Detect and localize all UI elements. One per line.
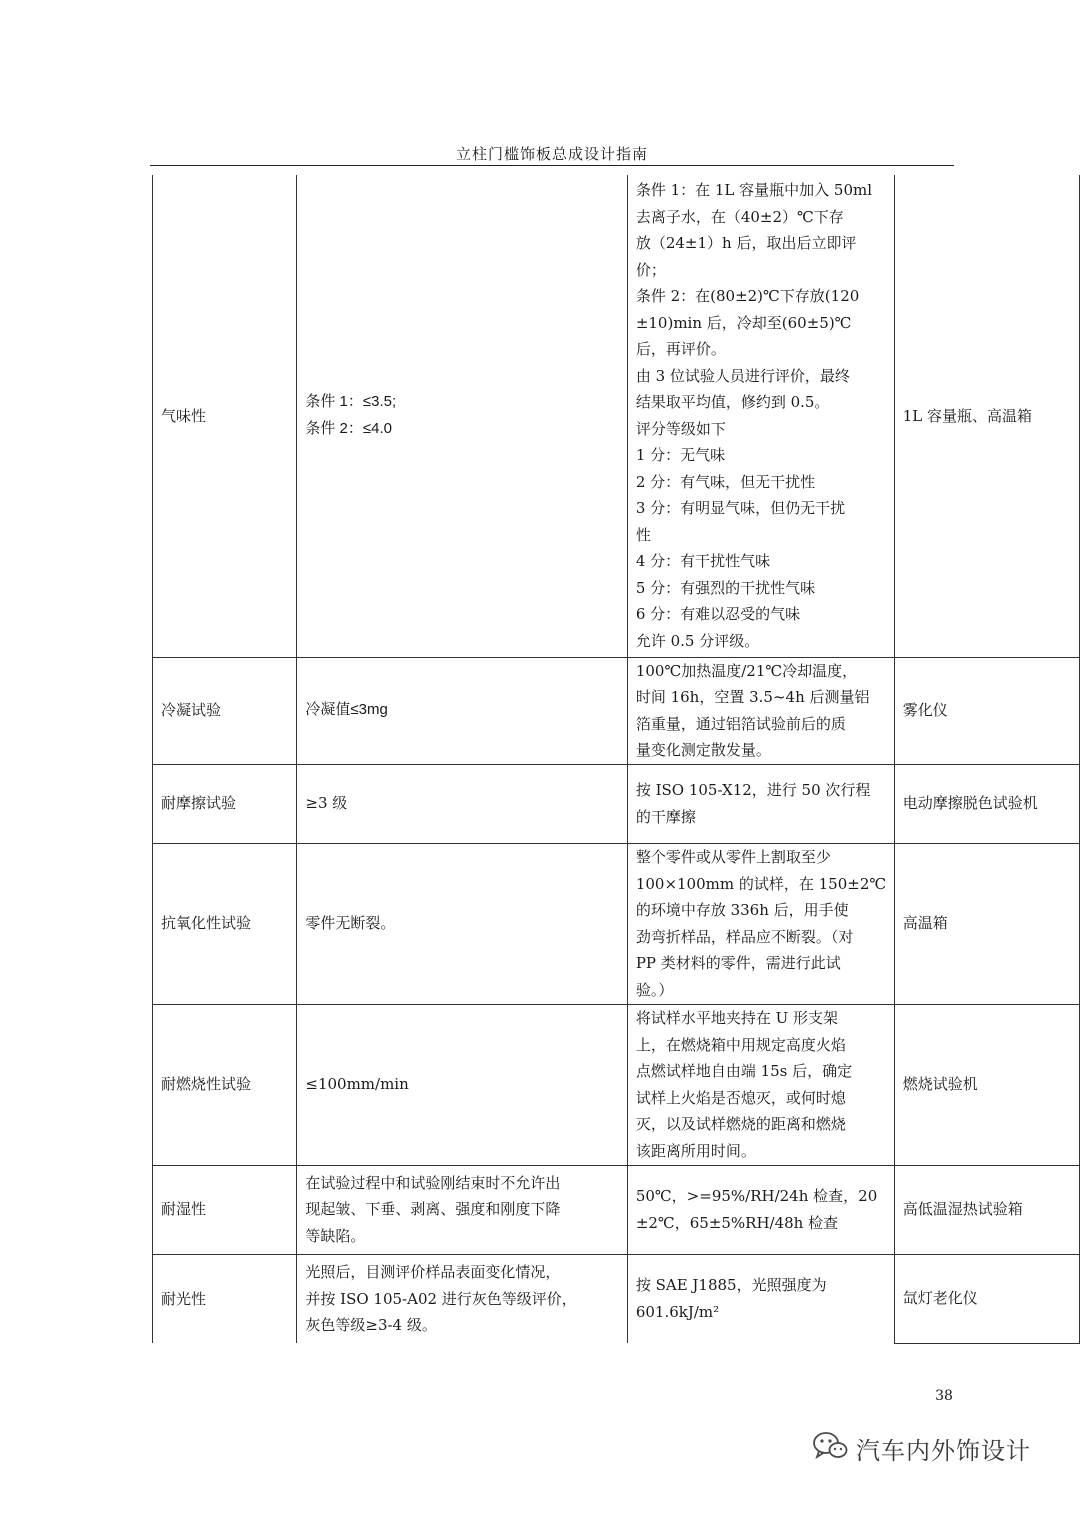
method-line: 整个零件或从零件上割取至少 (635, 848, 831, 866)
method-line: 的干摩擦 (635, 807, 696, 826)
test-name-cell: 耐燃烧性试验 (153, 1004, 297, 1165)
page-header-title: 立柱门槛饰板总成设计指南 (455, 145, 648, 163)
method-line: 评分等级如下 (635, 419, 726, 438)
requirement-cell (297, 1254, 627, 1343)
method-line: PP 类材料的零件，需进行此试 (635, 954, 841, 972)
method-line: 结果取平均值，修约到 0.5。 (635, 393, 830, 412)
method-line: 3 分：有明显气味，但仍无干扰 (635, 499, 846, 518)
table-row (153, 1004, 1080, 1165)
equipment-cell: 雾化仪 (894, 657, 1079, 764)
requirement-line: 并按 ISO 105-A02 进行灰色等级评价， (305, 1289, 577, 1308)
test-name-cell: 气味性 (153, 175, 297, 657)
requirement-cell (297, 1004, 627, 1165)
method-cell (627, 175, 894, 657)
method-line: 上，在燃烧箱中用规定高度火焰 (635, 1035, 846, 1054)
requirement-line: 条件 2：≤4.0 (305, 419, 392, 437)
requirement-line: 光照后，目测评价样品表面变化情况， (305, 1263, 561, 1281)
method-cell (627, 657, 894, 764)
method-line: 50℃，>=95%/RH/24h 检查，20 (635, 1187, 878, 1205)
requirement-cell (297, 764, 627, 843)
equipment-cell: 高温箱 (894, 843, 1079, 1004)
method-line: 100℃加热温度/21℃冷却温度， (635, 661, 858, 680)
method-line: 验。） (635, 980, 674, 999)
method-line: 试样上火焰是否熄灭，或何时熄 (635, 1088, 846, 1107)
method-line: 性 (635, 525, 651, 544)
method-line: 后，再评价。 (635, 340, 726, 359)
method-line: 6 分：有难以忍受的气味 (635, 605, 801, 624)
method-line: 劲弯折样品，样品应不断裂。（对 (635, 927, 854, 946)
method-line: 由 3 位试验人员进行评价，最终 (635, 366, 850, 385)
method-line: 允许 0.5 分评级。 (635, 631, 760, 650)
method-line: ±2℃，65±5%RH/48h 检查 (635, 1213, 839, 1232)
requirement-line: ≤100mm/min (305, 1075, 409, 1094)
header-rule (150, 165, 954, 166)
page-number: 38 (935, 1388, 953, 1404)
method-line: 将试样水平地夹持在 U 形支架 (635, 1009, 838, 1027)
equipment-cell: 燃烧试验机 (894, 1004, 1079, 1165)
test-spec-table (152, 175, 1080, 1344)
method-line: 量变化测定散发量。 (635, 741, 771, 759)
table-row (153, 764, 1080, 843)
test-name-cell: 冷凝试验 (153, 657, 297, 764)
table-row (153, 657, 1080, 764)
method-line: 价； (635, 260, 666, 279)
method-line: 该距离所用时间。 (635, 1141, 756, 1160)
requirement-line: 在试验过程中和试验刚结束时不允许出 (305, 1173, 561, 1192)
requirement-cell (297, 843, 627, 1004)
requirement-line: 条件 1：≤3.5; (305, 393, 397, 411)
method-line: 100×100mm 的试样，在 150±2℃ (635, 874, 887, 893)
requirement-cell (297, 1165, 627, 1254)
method-line: 601.6kJ/m² (635, 1302, 720, 1321)
test-name-cell: 耐光性 (153, 1254, 297, 1343)
requirement-line: 冷凝值≤3mg (305, 701, 388, 719)
requirement-line: ≥3 级 (305, 794, 348, 813)
method-line: 的环境中存放 336h 后，用手使 (635, 901, 849, 919)
requirement-line: 零件无断裂。 (305, 914, 396, 933)
method-line: 条件 2：在(80±2)℃下存放(120 (635, 287, 860, 306)
table-row (153, 1165, 1080, 1254)
method-line: 箔重量，通过铝箔试验前后的质 (635, 714, 846, 733)
method-cell (627, 843, 894, 1004)
method-line: 条件 1：在 1L 容量瓶中加入 50ml (635, 181, 873, 200)
requirement-line: 等缺陷。 (305, 1226, 366, 1245)
method-line: 5 分：有强烈的干扰性气味 (635, 578, 816, 597)
method-line: 点燃试样地自由端 15s 后，确定 (635, 1062, 853, 1080)
table-row (153, 1254, 1080, 1343)
method-line: ±10)min 后，冷却至(60±5)℃ (635, 313, 852, 332)
requirement-cell (297, 175, 627, 657)
equipment-cell: 高低温湿热试验箱 (894, 1165, 1079, 1254)
method-line: 时间 16h，空置 3.5~4h 后测量铝 (635, 688, 870, 706)
table-row (153, 175, 1080, 657)
wechat-icon (812, 1431, 848, 1465)
method-line: 放（24±1）h 后，取出后立即评 (635, 234, 857, 253)
equipment-cell: 1L 容量瓶、高温箱 (894, 175, 1079, 657)
watermark-text: 汽车内外饰设计 (856, 1436, 1031, 1465)
watermark (812, 1430, 1031, 1466)
table-row (153, 843, 1080, 1004)
test-name-cell: 抗氧化性试验 (153, 843, 297, 1004)
method-line: 灭，以及试样燃烧的距离和燃烧 (635, 1115, 846, 1133)
method-cell (627, 1165, 894, 1254)
test-name-cell: 耐摩擦试验 (153, 764, 297, 843)
requirement-line: 灰色等级≥3-4 级。 (305, 1316, 437, 1334)
requirement-cell (297, 657, 627, 764)
equipment-cell: 电动摩擦脱色试验机 (894, 764, 1079, 843)
method-cell (627, 1004, 894, 1165)
test-name-cell: 耐湿性 (153, 1165, 297, 1254)
requirement-line: 现起皱、下垂、剥离、强度和刚度下降 (305, 1200, 561, 1219)
method-line: 去离子水，在（40±2）℃下存 (635, 207, 844, 226)
method-line: 按 SAE J1885，光照强度为 (635, 1276, 827, 1295)
method-cell (627, 1254, 894, 1343)
method-line: 2 分：有气味，但无干扰性 (635, 472, 816, 491)
method-line: 按 ISO 105-X12，进行 50 次行程 (635, 781, 871, 799)
method-line: 1 分：无气味 (635, 446, 726, 465)
method-line: 4 分：有干扰性气味 (635, 552, 771, 571)
method-cell (627, 764, 894, 843)
equipment-cell: 氙灯老化仪 (894, 1254, 1079, 1343)
